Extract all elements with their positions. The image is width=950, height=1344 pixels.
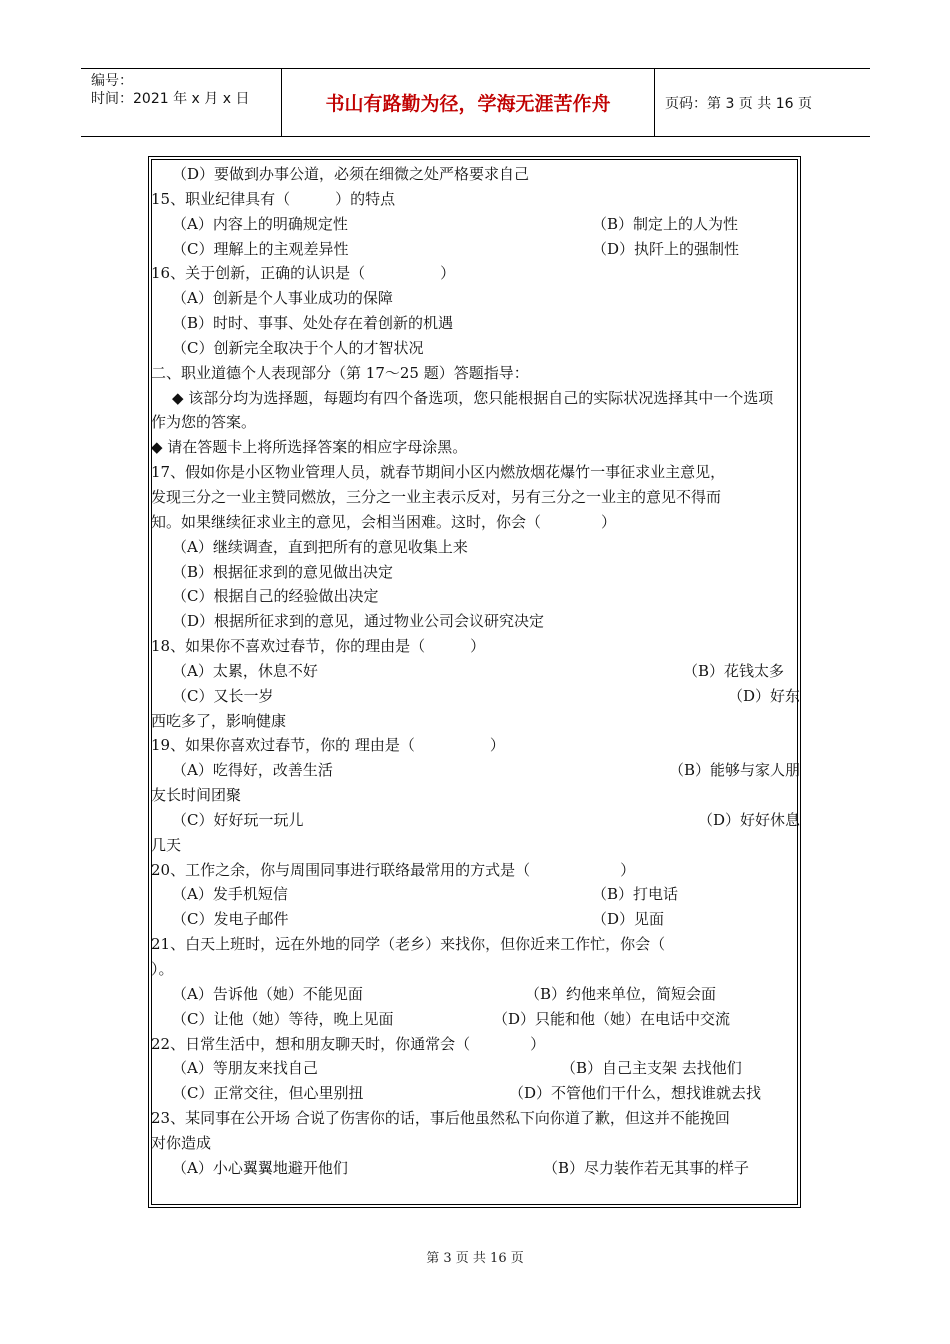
option-c: （C）让他（她）等待，晚上见面 — [172, 1009, 394, 1028]
option-a: （A）创新是个人事业成功的保障 — [172, 289, 393, 308]
option-a: （A）内容上的明确规定性 — [172, 214, 348, 233]
option-c: （C）正常交往，但心里别扭 — [172, 1084, 364, 1103]
option-b: （B）能够与家人朋 — [668, 761, 800, 780]
option-row — [151, 907, 802, 932]
option-b: （B）尽力装作若无其事的样子 — [543, 1158, 750, 1177]
option-c: （C）理解上的主观差异性 — [172, 239, 349, 258]
option-b: （B）自己主支架 去找他们 — [561, 1059, 742, 1078]
option-row — [151, 659, 802, 684]
option-b: （B）制定上的人为性 — [592, 214, 739, 233]
option-a: （A）等朋友来找自己 — [172, 1059, 318, 1078]
question-frame — [148, 156, 801, 1208]
option-row — [151, 1007, 802, 1032]
question-21-cont: ）。 — [151, 960, 174, 978]
question-20: 20、工作之余，你与周围同事进行联络最常用的方式是（ ） — [151, 860, 636, 879]
option-d: （D）见面 — [592, 910, 665, 929]
option-a: （A）吃得好，改善生活 — [172, 761, 333, 780]
option-d: （D）不管他们干什么，想找谁就去找 — [509, 1084, 762, 1103]
instruction-line: 作为您的答案。 — [151, 413, 257, 432]
question-18: 18、如果你不喜欢过春节，你的理由是（ ） — [151, 637, 486, 656]
option-row — [151, 982, 802, 1007]
question-17-cont: 知。如果继续征求业主的意见，会相当困难。这时，你会（ ） — [151, 512, 617, 531]
option-b: （B）花钱太多 — [682, 661, 784, 680]
option-b-cont: 友长时间团聚 — [151, 786, 242, 805]
question-21: 21、白天上班时，远在外地的同学（老乡）来找你，但你近来工作忙，你会（ — [151, 935, 666, 954]
option-c: （C）好好玩一玩儿 — [172, 810, 304, 829]
document-number-label: 编号： — [91, 73, 133, 89]
option-d: （D）根据所征求到的意见，通过物业公司会议研究决定 — [172, 612, 545, 631]
option-d: （D）只能和他（她）在电话中交流 — [493, 1009, 731, 1028]
question-23-cont: 对你造成 — [151, 1133, 212, 1152]
question-content — [149, 162, 802, 1181]
option-row — [151, 1156, 802, 1181]
question-19: 19、如果你喜欢过春节，你的 理由是（ ） — [151, 736, 505, 755]
option-row — [151, 758, 802, 783]
option-c: （C）发电子邮件 — [172, 910, 289, 929]
option-row — [151, 1081, 802, 1106]
option-row — [151, 684, 802, 709]
option-a: （A）告诉他（她）不能见面 — [172, 984, 363, 1003]
option-b: （B）约他来单位，简短会面 — [525, 984, 717, 1003]
question-16: 16、关于创新，正确的认识是（ ） — [151, 264, 456, 283]
option-d: （D）好好休息 — [697, 810, 800, 829]
option-a: （A）继续调查，直到把所有的意见收集上来 — [172, 537, 468, 556]
option-c: （C）又长一岁 — [172, 686, 274, 705]
section-heading: 二、职业道德个人表现部分（第 17～25 题）答题指导： — [151, 363, 529, 382]
question-17-cont: 发现三分之一业主赞同燃放，三分之一业主表示反对，另有三分之一业主的意见不得而 — [151, 487, 722, 506]
page-header — [81, 68, 870, 137]
question-23: 23、某同事在公开场 合说了伤害你的话，事后他虽然私下向你道了歉，但这并不能挽回 — [151, 1109, 730, 1128]
question-15: 15、职业纪律具有（ ）的特点 — [151, 189, 396, 208]
question-17: 17、假如你是小区物业管理人员，就春节期间小区内燃放烟花爆竹一事征求业主意见， — [151, 463, 726, 482]
header-motto: 书山有路勤为径，学海无涯苦作舟 — [281, 69, 655, 136]
option-c: （C）创新完全取决于个人的才智状况 — [172, 338, 424, 357]
instruction-line: ◆ 请在答题卡上将所选择答案的相应字母涂黑。 — [151, 438, 468, 457]
option-a: （A）发手机短信 — [172, 885, 288, 904]
option-row — [151, 212, 802, 237]
question-22: 22、日常生活中，想和朋友聊天时，你通常会（ ） — [151, 1034, 546, 1053]
option-c: （C）根据自己的经验做出决定 — [172, 587, 379, 606]
option-d-cont: 几天 — [151, 835, 182, 854]
option-b: （B）时时、事事、处处存在着创新的机遇 — [172, 314, 454, 333]
option-b: （B）根据征求到的意见做出决定 — [172, 562, 394, 581]
option-row — [151, 882, 802, 907]
option-b: （B）打电话 — [592, 885, 679, 904]
text-line: （D）要做到办事公道，必须在细微之处严格要求自己 — [172, 165, 530, 183]
page-footer: 第 3 页 共 16 页 — [426, 1251, 524, 1266]
option-row — [151, 808, 802, 833]
option-d: （D）执阡上的强制性 — [592, 239, 740, 258]
instruction-line: ◆ 该部分均为选择题，每题均有四个备选项，您只能根据自己的实际状况选择其中一个选项 — [172, 388, 774, 407]
header-meta — [81, 69, 281, 136]
option-d-cont: 西吃多了，影响健康 — [151, 711, 287, 730]
option-a: （A）小心翼翼地避开他们 — [172, 1158, 348, 1177]
header-page-info: 页码：第 3 页 共 16 页 — [665, 95, 812, 112]
option-row — [151, 1056, 802, 1081]
option-row — [151, 237, 802, 262]
option-d: （D）好东 — [727, 686, 800, 705]
document-date: 时间：2021 年 x 月 x 日 — [91, 91, 250, 107]
option-a: （A）太累，休息不好 — [172, 661, 318, 680]
